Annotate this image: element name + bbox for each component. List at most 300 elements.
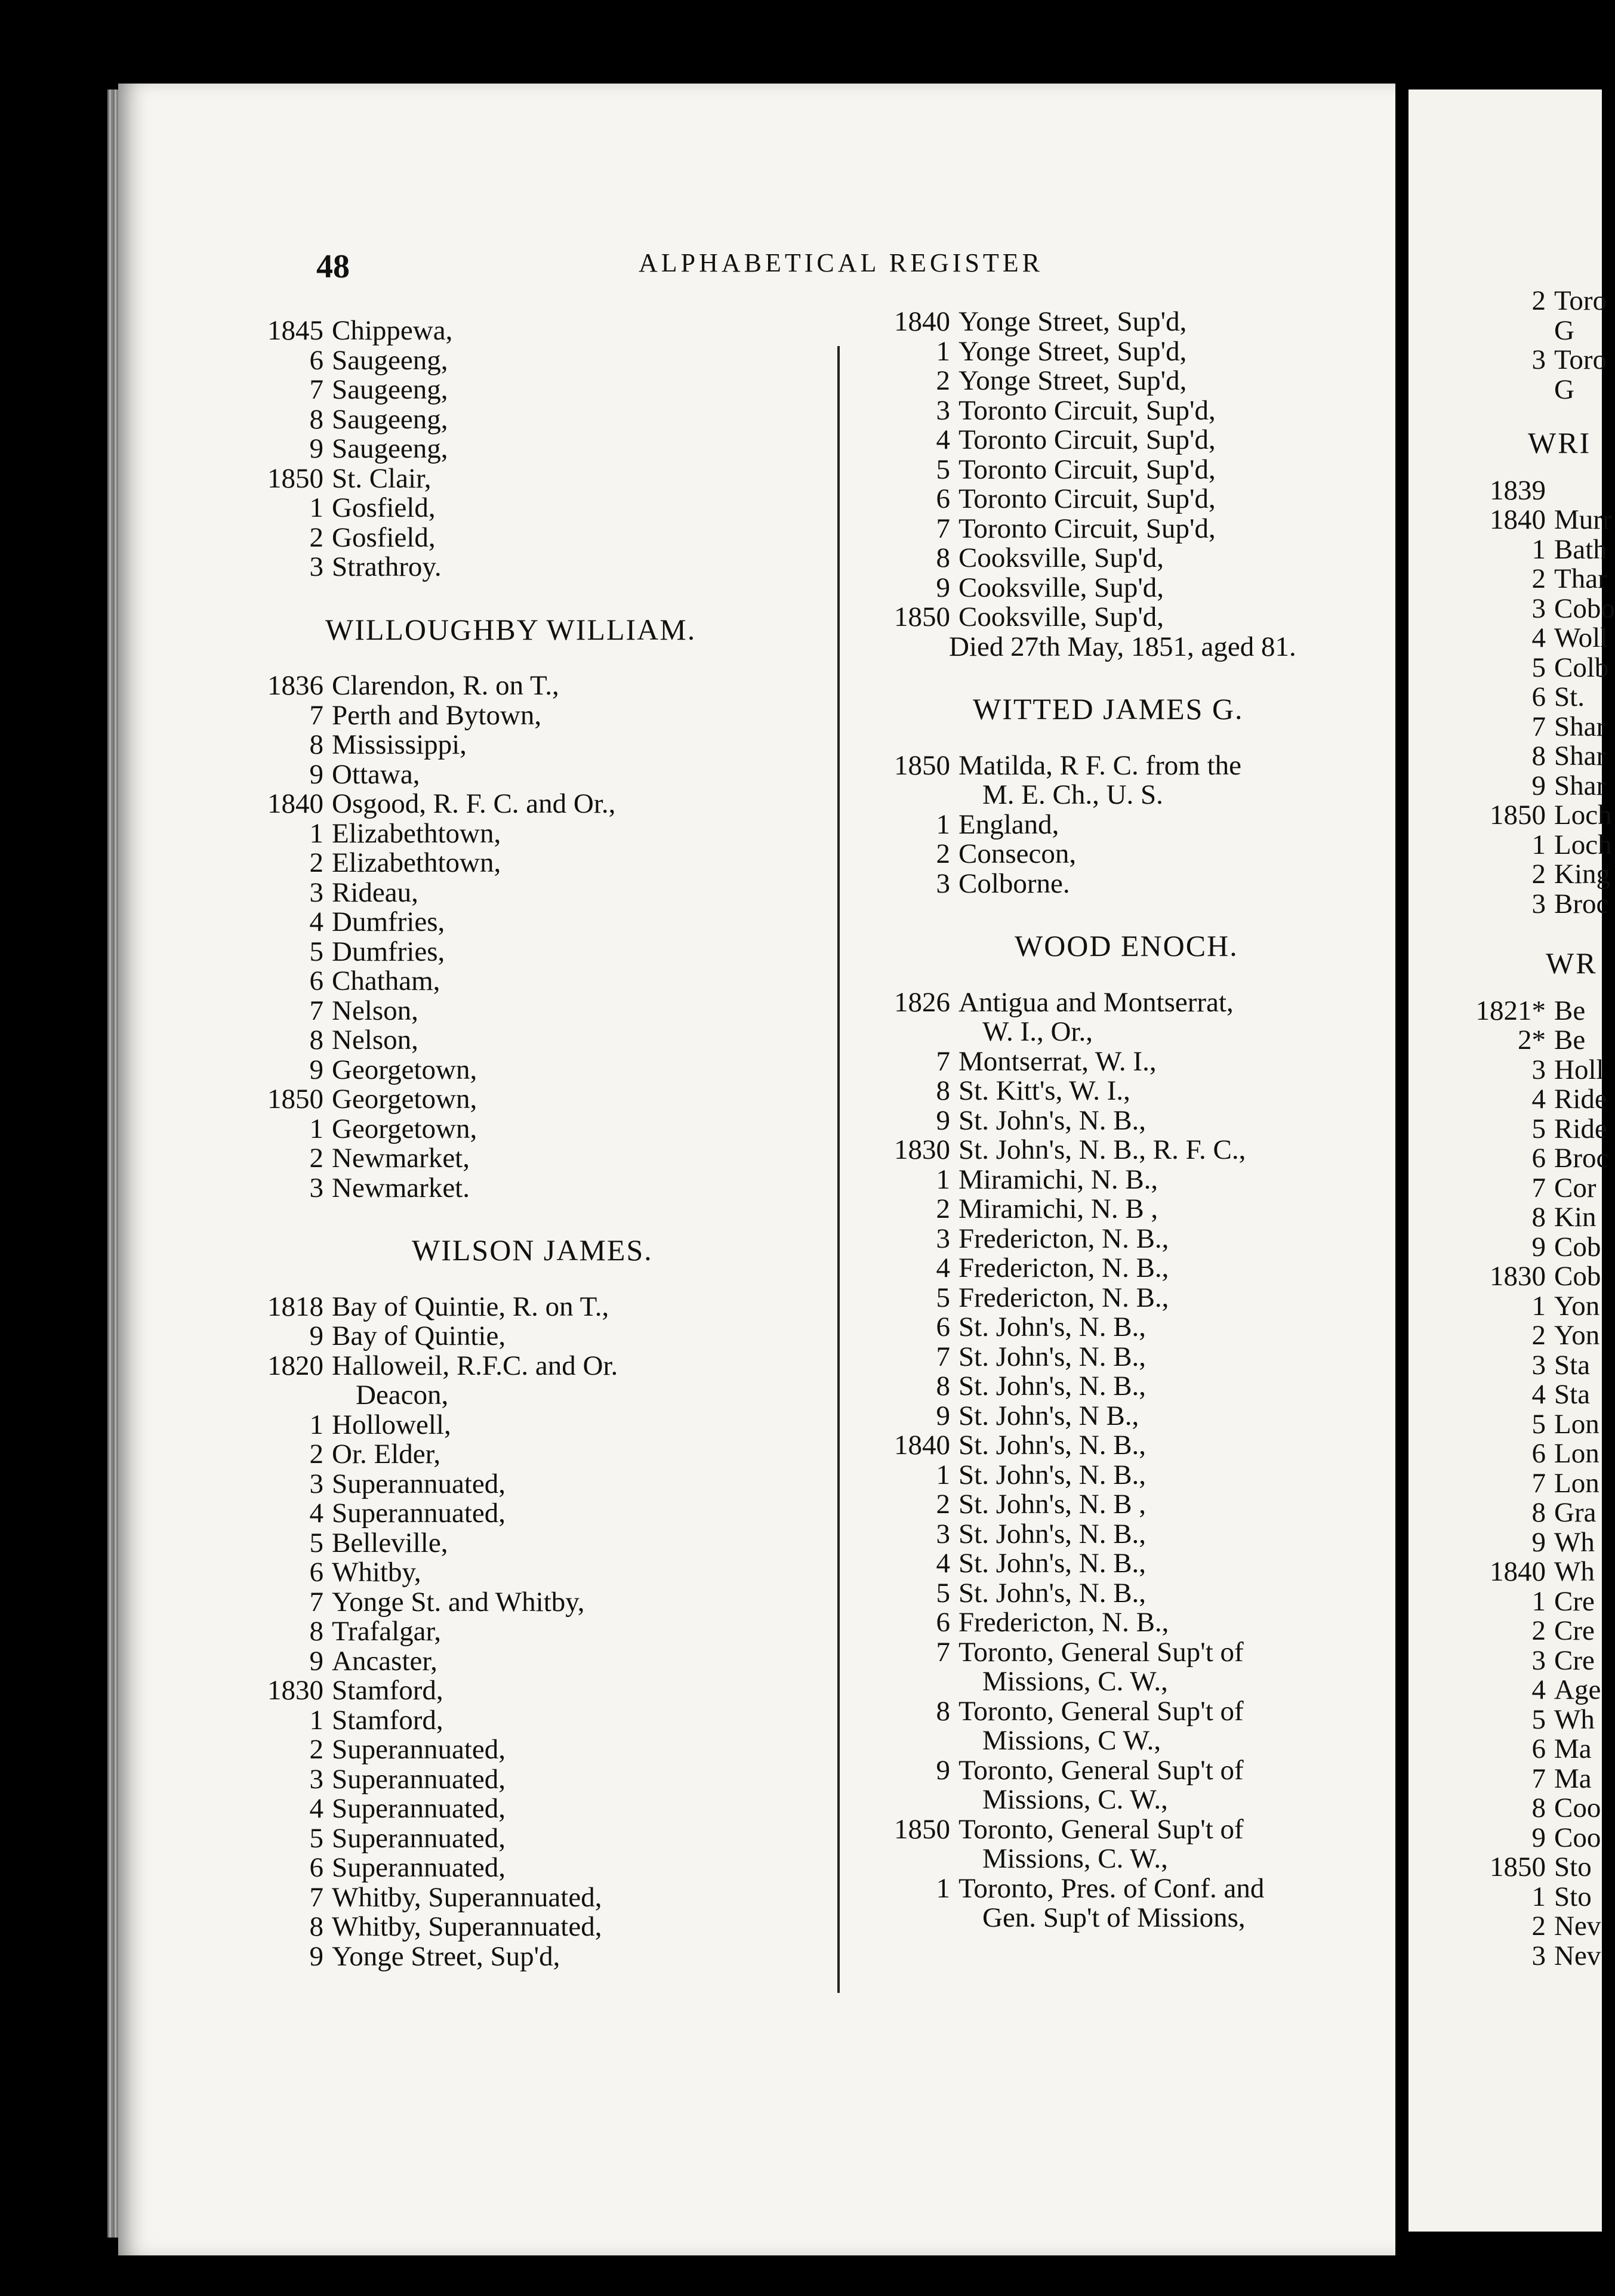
- list-item: [257, 493, 818, 523]
- entry-year: 2: [309, 1734, 323, 1765]
- entry-year: 2: [1531, 859, 1546, 890]
- entry-text: Nev: [1554, 1911, 1601, 1942]
- entry-year: 1850: [894, 1813, 950, 1845]
- list-item: [883, 1343, 1403, 1372]
- entry-text: Thar: [1554, 563, 1607, 594]
- entry-text: Toronto, Pres. of Conf. and: [958, 1872, 1265, 1904]
- entry-heading-witted: WITTED JAMES G.: [973, 692, 1244, 726]
- entry-year: 7: [936, 1636, 950, 1668]
- list-item: [257, 1411, 818, 1440]
- list-item: [257, 1735, 818, 1765]
- entry-text: G: [1554, 374, 1574, 405]
- entry-text: [1554, 476, 1615, 506]
- entry-text: Cobo: [1554, 592, 1615, 624]
- entry-year: 1836: [267, 670, 323, 701]
- entry-year: [883, 1726, 958, 1756]
- list-item: [883, 1106, 1403, 1136]
- list-item: [1438, 624, 1615, 653]
- list-item: [257, 405, 818, 435]
- entry-year: 1: [936, 335, 950, 367]
- entry-text: Lon: [1554, 1408, 1599, 1440]
- list-item: [1438, 1883, 1615, 1912]
- list-item: [257, 1174, 818, 1203]
- entry-text: Toronto Circuit, Sup'd,: [958, 453, 1216, 485]
- list-item: [883, 1461, 1403, 1490]
- list-item: [1438, 831, 1615, 860]
- entry-text: Age: [1554, 1674, 1601, 1705]
- entry-text: Woll: [1554, 622, 1608, 653]
- entry-text: Toronto, General Sup't of: [958, 1754, 1244, 1786]
- entry-year: 1840: [894, 306, 950, 337]
- list-item: [257, 1942, 818, 1972]
- list-item: [883, 484, 1403, 514]
- list-item: [1438, 653, 1615, 683]
- list-item: [257, 1499, 818, 1529]
- entry-text: Gosfield,: [332, 521, 436, 553]
- entry-text: Newmarket,: [332, 1143, 470, 1174]
- entry-year: 5: [1531, 1113, 1546, 1144]
- list-item: [883, 1815, 1403, 1845]
- entry-text: Ancaster,: [332, 1645, 437, 1677]
- list-item: [257, 434, 818, 464]
- entry-year: 1826: [894, 986, 950, 1018]
- entry-year: 2: [1531, 285, 1546, 316]
- entry-text: Perth and Bytown,: [332, 699, 542, 731]
- list-item: [257, 1588, 818, 1618]
- continuation-list: [883, 307, 1403, 632]
- death-note: Died 27th May, 1851, aged 81.: [949, 631, 1296, 662]
- entry-text: Yonge Street, Sup'd,: [332, 1940, 560, 1972]
- entry-year: 6: [309, 1557, 323, 1588]
- entry-year: 7: [309, 1586, 323, 1618]
- entry-year: 1850: [1490, 800, 1546, 831]
- entry-year: 4: [309, 906, 323, 937]
- list-item: [1438, 505, 1615, 535]
- entry-text: Consecon,: [958, 838, 1077, 869]
- entry-year: 5: [309, 1527, 323, 1559]
- list-item: [1438, 1735, 1615, 1764]
- list-item: [883, 1667, 1403, 1697]
- entry-year: 9: [309, 758, 323, 790]
- entry-year: 3: [309, 1763, 323, 1795]
- entry-year: 4: [1531, 1379, 1546, 1410]
- entry-text: Superannuated,: [332, 1468, 506, 1499]
- entry-text: St. John's, N. B.,: [958, 1341, 1146, 1372]
- entry-text: Holl: [1554, 1054, 1604, 1085]
- list-item: [883, 988, 1403, 1018]
- list-item: [1438, 1321, 1615, 1351]
- entry-year: 9: [309, 1940, 323, 1972]
- entry-year: [257, 1381, 332, 1411]
- entry-year: 7: [1531, 1172, 1546, 1203]
- mid-column: [883, 307, 1403, 1933]
- entry-text: Yonge St. and Whitby,: [332, 1586, 585, 1618]
- entry-text: Whitby,: [332, 1557, 421, 1588]
- entry-text: St. John's, N. B.,: [958, 1548, 1146, 1579]
- list-item: [883, 396, 1403, 426]
- entry-text: Elizabethtown,: [332, 847, 501, 878]
- entry-year: 2: [1531, 1911, 1546, 1942]
- entry-text: Stamford,: [332, 1704, 443, 1736]
- entry-year: 3: [936, 868, 950, 899]
- list-item: [1438, 564, 1615, 594]
- entry-year: 2: [1531, 1615, 1546, 1646]
- entry-year: 5: [309, 936, 323, 967]
- entry-text: Belleville,: [332, 1527, 448, 1559]
- list-item: [257, 878, 818, 908]
- entry-year: 6: [1531, 1143, 1546, 1174]
- entry-text: Strathroy.: [332, 551, 442, 582]
- entry-year: 2: [1531, 1320, 1546, 1351]
- list-item: [257, 1085, 818, 1115]
- entry-text: Fredericton, N. B.,: [958, 1223, 1169, 1254]
- entry-year: 3: [936, 1223, 950, 1254]
- list-item: [883, 1785, 1403, 1815]
- entry-text: Nelson,: [332, 995, 418, 1026]
- entry-text: St. Clair,: [332, 462, 432, 494]
- entry-text: Fredericton, N. B.,: [958, 1607, 1169, 1638]
- entry-text: Yonge Street, Sup'd,: [958, 365, 1187, 396]
- list-item: [257, 1824, 818, 1854]
- entry-year: 8: [1531, 1497, 1546, 1528]
- list-item: [1438, 683, 1615, 712]
- list-item: [257, 760, 818, 790]
- entry-text: Whitby, Superannuated,: [332, 1911, 602, 1942]
- list-item: [1438, 1144, 1615, 1174]
- entry-text: St. Kitt's, W. I.,: [958, 1075, 1130, 1106]
- entry-text: Cob: [1554, 1261, 1601, 1292]
- entry-year: 6: [936, 1607, 950, 1638]
- entry-year: [883, 1017, 958, 1047]
- entry-year: 1818: [267, 1291, 323, 1322]
- entry-year: 1830: [267, 1675, 323, 1706]
- entry-year: 2: [309, 1143, 323, 1174]
- entry-year: 1: [936, 1164, 950, 1195]
- entry-year: 9: [936, 1104, 950, 1136]
- entry-text: Ride: [1554, 1084, 1607, 1115]
- list-item: [257, 937, 818, 967]
- entry-text: Coo: [1554, 1822, 1601, 1853]
- entry-text: Stamford,: [332, 1675, 443, 1706]
- entry-year: 1840: [267, 788, 323, 819]
- entry-text: St. John's, N. B.,: [958, 1104, 1146, 1136]
- entry-text: Superannuated,: [332, 1852, 506, 1883]
- entry-year: 7: [309, 699, 323, 731]
- entry-year: 9: [1531, 1526, 1546, 1558]
- list-item: [257, 464, 818, 494]
- entry-text: Yon: [1554, 1320, 1600, 1351]
- entry-text: Coo: [1554, 1792, 1601, 1823]
- entry-year: 3: [1531, 1644, 1546, 1676]
- entry-year: 3: [936, 1518, 950, 1550]
- list-item: [883, 544, 1403, 573]
- list-item: [1438, 1085, 1615, 1115]
- entry-year: 8: [936, 1695, 950, 1727]
- list-item: [1438, 1056, 1615, 1085]
- entry-year: 8: [309, 1616, 323, 1647]
- list-item: [1438, 1557, 1615, 1587]
- list-item: [257, 1470, 818, 1499]
- entry-year: 9: [309, 1054, 323, 1085]
- entry-year: 3: [309, 1468, 323, 1499]
- list-item: [883, 1313, 1403, 1343]
- entry-year: 8: [936, 1075, 950, 1106]
- entry-text: Sto: [1554, 1881, 1592, 1912]
- facing-column: [1438, 286, 1615, 1971]
- entry-text: Cre: [1554, 1644, 1595, 1676]
- entry-year: 1: [1531, 829, 1546, 860]
- entry-year: 1820: [267, 1350, 323, 1381]
- list-item: [1438, 1912, 1615, 1942]
- list-item: [883, 1283, 1403, 1313]
- entry-text: Bay of Quintie, R. on T.,: [332, 1291, 609, 1322]
- entry-year: 5: [1531, 652, 1546, 683]
- list-item: [257, 1794, 818, 1824]
- entry-text: Rideau,: [332, 877, 418, 908]
- entry-year: [1438, 375, 1554, 405]
- list-item: [257, 908, 818, 937]
- entry-text: Broc: [1554, 888, 1609, 919]
- entry-year: 1: [1531, 533, 1546, 565]
- entry-text: St. John's, N B.,: [958, 1400, 1139, 1431]
- list-item: [1438, 1262, 1615, 1292]
- entry-text: Superannuated,: [332, 1734, 506, 1765]
- list-item: [883, 366, 1403, 396]
- entry-text: Saugeeng,: [332, 403, 448, 435]
- entry-text: Chippewa,: [332, 315, 453, 346]
- list-item: [257, 967, 818, 996]
- list-item: [1438, 316, 1615, 346]
- list-item: [1438, 860, 1615, 890]
- list-item: [883, 810, 1403, 840]
- page-number: 48: [316, 248, 350, 285]
- entry-year: 5: [1531, 1408, 1546, 1440]
- list-item: [883, 1254, 1403, 1283]
- left-column: [257, 316, 818, 1971]
- list-item: [883, 751, 1403, 781]
- entry-text: St. John's, N. B.,: [958, 1459, 1146, 1490]
- entry-year: 1840: [1490, 1556, 1546, 1587]
- entry-year: 3: [1531, 592, 1546, 624]
- entry-year: 4: [309, 1793, 323, 1824]
- entry-text: Chatham,: [332, 965, 440, 996]
- entry-text: Missions, C W.,: [982, 1725, 1161, 1756]
- list-item: [883, 1402, 1403, 1431]
- entry-text: Trafalgar,: [332, 1616, 442, 1647]
- list-item: [1438, 1705, 1615, 1735]
- list-item: [1438, 1292, 1615, 1322]
- entry-text: Mississippi,: [332, 729, 467, 760]
- list-item: [257, 1026, 818, 1056]
- list-item: [1438, 1498, 1615, 1528]
- entry-heading-willoughby: WILLOUGHBY WILLIAM.: [325, 612, 696, 646]
- entry-year: 2*: [1518, 1024, 1546, 1056]
- list-item: [883, 1874, 1403, 1904]
- entry-heading-wood: WOOD ENOCH.: [1015, 929, 1238, 962]
- list-item: [883, 1726, 1403, 1756]
- list-item: [883, 1431, 1403, 1461]
- list-item: [883, 1756, 1403, 1786]
- entry-year: 1: [309, 1409, 323, 1440]
- entry-year: 1850: [1490, 1851, 1546, 1883]
- entry-text: Nelson,: [332, 1024, 418, 1056]
- list-item: [1438, 1439, 1615, 1469]
- entry-year: [883, 1844, 958, 1874]
- entry-text: Or. Elder,: [332, 1439, 441, 1470]
- list-item: [883, 1608, 1403, 1638]
- entry-text: Toronto Circuit, Sup'd,: [958, 513, 1216, 544]
- list-item: [257, 1292, 818, 1322]
- entry-year: [1438, 316, 1554, 346]
- list-item: [1438, 1823, 1615, 1853]
- list-item: [1438, 1616, 1615, 1646]
- entry-year: 8: [309, 403, 323, 435]
- entry-year: 2: [309, 1439, 323, 1470]
- list-item: [883, 1579, 1403, 1609]
- entry-year: 1: [936, 808, 950, 840]
- entry-year: 2: [309, 521, 323, 553]
- entry-text: Miramichi, N. B ,: [958, 1193, 1158, 1224]
- entry-text: Missions, C. W.,: [982, 1666, 1168, 1697]
- entry-year: 1830: [1490, 1261, 1546, 1292]
- facing-top-list: [1438, 286, 1615, 405]
- entry-year: [883, 1785, 958, 1815]
- entry-text: Be: [1554, 995, 1586, 1026]
- list-item: [1438, 712, 1615, 742]
- list-item: [257, 553, 818, 582]
- list-item: [257, 1617, 818, 1647]
- entry-text: Halloweil, R.F.C. and Or.: [332, 1350, 618, 1381]
- list-item: [1438, 742, 1615, 771]
- entry-year: 1840: [894, 1430, 950, 1461]
- list-item: [883, 869, 1403, 899]
- entry-year: 1: [309, 492, 323, 523]
- list-item: [1438, 1675, 1615, 1705]
- entry-text: Dumfries,: [332, 936, 445, 967]
- entry-year: 9: [309, 1645, 323, 1677]
- entry-text: Cob: [1554, 1231, 1601, 1263]
- entry-text: Georgetown,: [332, 1113, 477, 1144]
- list-item: [257, 848, 818, 878]
- entry-year: 3: [936, 394, 950, 426]
- list-item: [883, 1165, 1403, 1195]
- facing-list-1: [1438, 476, 1615, 919]
- list-item: [883, 1520, 1403, 1550]
- entry-text: Bay of Quintie,: [332, 1320, 506, 1351]
- list-item: [257, 375, 818, 405]
- entry-text: Yon: [1554, 1290, 1600, 1322]
- entry-text: Kin: [1554, 1202, 1596, 1233]
- entry-text: Colborne.: [958, 868, 1070, 899]
- entry-year: 9: [309, 433, 323, 464]
- list-item: [1438, 476, 1615, 506]
- list-item: [1438, 1203, 1615, 1233]
- entry-text: Cooksville, Sup'd,: [958, 542, 1164, 573]
- list-item: [1438, 1646, 1615, 1676]
- list-item: [883, 1638, 1403, 1668]
- entry-year: 7: [936, 1341, 950, 1372]
- list-item: [1438, 771, 1615, 801]
- entry-year: 1: [1531, 1585, 1546, 1617]
- entry-year: 3: [1531, 1940, 1546, 1971]
- entry-year: 3: [309, 1172, 323, 1203]
- entry-text: Ottawa,: [332, 758, 420, 790]
- entry-text: Toronto, General Sup't of: [958, 1636, 1244, 1668]
- entry-text: Missions, C. W.,: [982, 1784, 1168, 1815]
- entry-text: W. I., Or.,: [982, 1016, 1093, 1047]
- list-item: [883, 780, 1403, 810]
- list-item: [883, 1047, 1403, 1077]
- entry-year: 6: [1531, 681, 1546, 712]
- entry-year: 7: [1531, 1467, 1546, 1499]
- list-item: [257, 1351, 818, 1381]
- list-item: [257, 346, 818, 376]
- entry-text: Nev: [1554, 1940, 1601, 1971]
- list-item: [257, 671, 818, 701]
- entry-text: Shar: [1554, 740, 1606, 771]
- facing-list-2: [1438, 996, 1615, 1971]
- list-item: [257, 1853, 818, 1883]
- entry-text: Cooksville, Sup'd,: [958, 572, 1164, 603]
- entry-text: Deacon,: [356, 1380, 449, 1411]
- list-item: [1438, 1410, 1615, 1440]
- entry-year: 9: [936, 1754, 950, 1786]
- entry-year: 6: [936, 483, 950, 514]
- entry-text: Wh: [1554, 1556, 1595, 1587]
- entry-heading-wilson: WILSON JAMES.: [412, 1233, 653, 1267]
- list-item: [883, 307, 1403, 337]
- entry-text: Shar: [1554, 770, 1606, 801]
- entry-text: Georgetown,: [332, 1054, 477, 1085]
- entry-year: 2: [1531, 563, 1546, 594]
- entry-year: 1839: [1490, 474, 1546, 506]
- list-item: [257, 996, 818, 1026]
- entry-text: Superannuated,: [332, 1763, 506, 1795]
- entry-text: Sta: [1554, 1349, 1591, 1381]
- entry-text: Toronto Circuit, Sup'd,: [958, 394, 1216, 426]
- list-item: [257, 1440, 818, 1470]
- facing-heading-1: WRI: [1528, 426, 1592, 459]
- entry-text: Lon: [1554, 1438, 1599, 1469]
- list-item: [257, 730, 818, 760]
- list-item: [1438, 1528, 1615, 1558]
- entry-year: 4: [309, 1498, 323, 1529]
- entry-text: Clarendon, R. on T.,: [332, 670, 559, 701]
- entry-text: Georgetown,: [332, 1084, 477, 1115]
- entry-text: Miramichi, N. B.,: [958, 1164, 1158, 1195]
- entry-year: 5: [936, 1282, 950, 1313]
- entry-text: Saugeeng,: [332, 433, 448, 464]
- entry-year: [883, 1667, 958, 1697]
- entry-text: Sto: [1554, 1851, 1592, 1883]
- list-item: [883, 425, 1403, 455]
- entry-year: 4: [1531, 622, 1546, 653]
- list-item: [883, 455, 1403, 485]
- page-title: ALPHABETICAL REGISTER: [639, 248, 1044, 277]
- entry-text: St. John's, N. B.,: [958, 1371, 1146, 1402]
- list-item: [257, 1056, 818, 1085]
- entry-year: 6: [1531, 1438, 1546, 1469]
- entry-text: St. John's, N. B.,: [958, 1577, 1146, 1609]
- list-item: [1438, 535, 1615, 565]
- entry-year: 4: [1531, 1674, 1546, 1705]
- list-item: [883, 514, 1403, 544]
- entry-text: M. E. Ch., U. S.: [982, 779, 1163, 810]
- entry-year: 1850: [267, 1084, 323, 1115]
- entry-year: 8: [309, 1911, 323, 1942]
- list-item: [1438, 1380, 1615, 1410]
- entry-year: 1850: [894, 749, 950, 781]
